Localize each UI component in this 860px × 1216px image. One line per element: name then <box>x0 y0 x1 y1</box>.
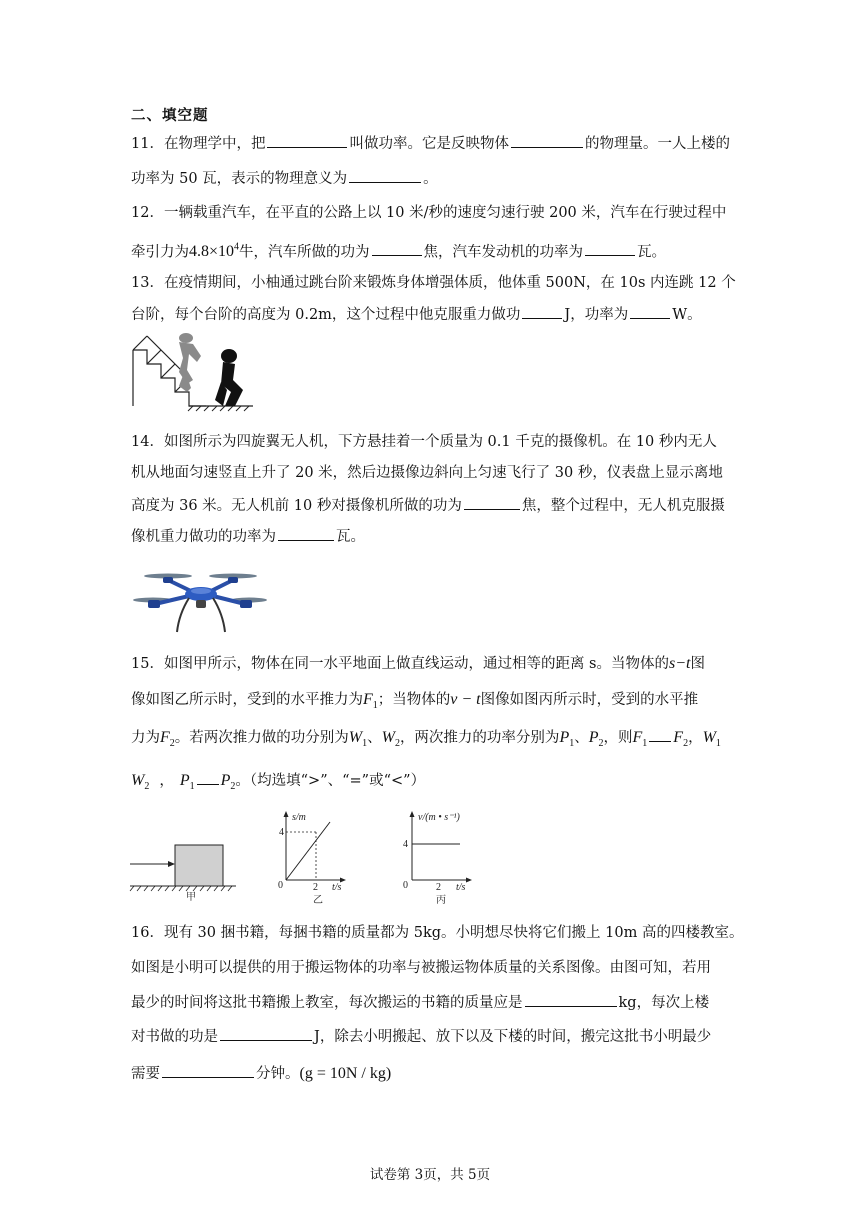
q16-line5 <box>131 1063 391 1084</box>
F2-symbol: $F_2$ <box>673 729 689 750</box>
q14-line4 <box>131 526 365 547</box>
t-axis-label: t/s <box>332 882 342 893</box>
q12-text: 牛，汽车所做的功为 <box>239 244 370 261</box>
force-value: $4.8\times 10^4$ <box>189 242 240 261</box>
q14-text: 瓦。 <box>336 529 365 545</box>
q16-text: J，除去小明搬起、放下以及下楼的时间，搬完这批书小明最少 <box>314 1029 712 1045</box>
q15-text: ；当物体的 <box>377 692 451 708</box>
answer-blank[interactable] <box>349 168 421 183</box>
q14-line2: 机从地面匀速竖直上升了 20 米，然后边摄像边斜向上匀速飞行了 30 秒，仪表盘上显示离地 <box>131 465 723 481</box>
P1-symbol: $P_1$ <box>559 729 575 750</box>
tick-0: 0 <box>403 880 408 891</box>
q15-text: 力为 <box>131 730 160 746</box>
answer-blank[interactable] <box>511 133 583 148</box>
page-footer: 试卷第 3页，共 5页 <box>369 1167 491 1183</box>
q11-text: 。 <box>423 171 438 187</box>
q14-text: 像机重力做功的功率为 <box>131 529 276 545</box>
fig-label-yi: 乙 <box>313 895 323 906</box>
q16-text: 分钟。 <box>256 1066 300 1082</box>
q12-text: 牵引力为 <box>131 244 189 261</box>
t-axis-label: t/s <box>456 882 466 893</box>
q16-line3 <box>131 992 709 1013</box>
q15-text: 15．如图甲所示，物体在同一水平地面上做直线运动，通过相等的距离 s。当物体的 <box>131 656 669 672</box>
drone-figure <box>133 568 268 634</box>
q15-text: ，则 <box>603 730 633 746</box>
W2-symbol: $W_2$ <box>131 772 150 793</box>
q15-line1 <box>131 654 705 674</box>
q16-line1: 16．现有 30 捆书籍，每捆书籍的质量都为 5kg。小明想尽快将它们搬上 10m 高的四楼教室。 <box>131 925 744 941</box>
q15-text: 。若两次推力做的功分别为 <box>174 730 349 746</box>
q12-text: 焦，汽车发动机的功率为 <box>423 244 584 261</box>
answer-blank[interactable] <box>267 133 347 148</box>
tick-0: 0 <box>278 880 283 891</box>
tick-4: 4 <box>279 827 284 838</box>
q11-text: 功率为 50 瓦，表示的物理意义为 <box>131 171 348 187</box>
F2-symbol: $F_2$ <box>160 729 175 750</box>
answer-blank[interactable] <box>585 241 635 256</box>
q15-text: 图 <box>690 656 705 672</box>
tick-2: 2 <box>313 882 318 893</box>
answer-blank[interactable] <box>220 1026 312 1041</box>
q16-line4 <box>131 1026 711 1047</box>
q11-line1 <box>131 133 730 154</box>
figure-jia <box>128 840 238 902</box>
W1-symbol: $W_1$ <box>348 729 368 750</box>
answer-blank[interactable] <box>162 1063 254 1078</box>
q14-line3 <box>131 495 725 516</box>
q15-text: ，两次推力的功率分别为 <box>399 730 560 746</box>
q11-text: 11．在物理学中，把 <box>131 136 266 152</box>
F1-symbol: $F_1$ <box>632 729 648 750</box>
P2-symbol: $P_2$ <box>588 729 604 750</box>
q13-line1: 13．在疫情期间，小柚通过跳台阶来锻炼身体增强体质，他体重 500N，在 10s 内连跳 12 个 <box>131 275 736 291</box>
q15-text: 像如图乙所示时，受到的水平推力为 <box>131 692 363 708</box>
q11-text: 叫做功率。它是反映物体 <box>349 136 509 152</box>
figure-bing-vt-graph <box>398 808 498 906</box>
figure-yi-st-graph <box>276 808 356 906</box>
answer-blank[interactable] <box>464 495 520 510</box>
q11-line2 <box>131 168 438 189</box>
answer-blank[interactable] <box>522 304 562 319</box>
q14-text: 焦，整个过程中，无人机克服摄 <box>521 498 725 514</box>
q15-line2 <box>131 690 698 716</box>
fig-label-bing: 丙 <box>436 895 446 906</box>
q13-line2 <box>131 304 702 325</box>
q11-text: 的物理量。一人上楼的 <box>584 136 730 152</box>
q13-text: J，功率为 <box>564 307 629 323</box>
stairs-jump-figure <box>131 330 256 412</box>
q15-text: 。（均选填“>”、“=”或“<”） <box>235 773 426 789</box>
st-symbol: s−t <box>669 655 691 672</box>
P2-symbol: $P_2$ <box>220 772 236 793</box>
q14-line1: 14．如图所示为四旋翼无人机，下方悬挂着一个质量为 0.1 千克的摄像机。在 10 秒内无人 <box>131 434 717 450</box>
answer-blank[interactable] <box>630 304 670 319</box>
W2-symbol: $W_2$ <box>381 729 400 750</box>
q16-text: 需要 <box>131 1066 160 1082</box>
answer-blank[interactable] <box>197 770 219 785</box>
q13-text: 台阶，每个台阶的高度为 0.2m，这个过程中他克服重力做功 <box>131 307 521 323</box>
answer-blank[interactable] <box>649 727 671 742</box>
q16-text: kg，每次上楼 <box>618 995 710 1011</box>
fig-label-jia: 甲 <box>186 892 196 903</box>
gravity-note: (g = 10N / kg) <box>299 1065 392 1082</box>
vt-symbol: v − t <box>450 691 481 708</box>
q16-line2: 如图是小明可以提供的用于搬运物体的功率与被搬运物体质量的关系图像。由图可知，若用 <box>131 960 711 976</box>
q15-text: 图像如图丙所示时，受到的水平推 <box>480 692 699 708</box>
tick-2: 2 <box>436 882 441 893</box>
q16-text: 对书做的功是 <box>131 1029 218 1045</box>
q12-line1: 12．一辆载重汽车，在平直的公路上以 10 米/秒的速度匀速行驶 200 米，汽车在行驶过程中 <box>131 205 727 221</box>
q14-text: 高度为 36 米。无人机前 10 秒对摄像机所做的功为 <box>131 498 462 514</box>
P1-symbol: $P_1$ <box>179 772 195 793</box>
s-axis-label: s/m <box>292 812 306 823</box>
tick-4: 4 <box>403 839 408 850</box>
F1-symbol: $F_1$ <box>363 691 378 712</box>
answer-blank[interactable] <box>525 992 617 1007</box>
answer-blank[interactable] <box>278 526 334 541</box>
q13-text: W。 <box>672 307 702 323</box>
q15-line4: $W_2$ ， $P_1$ $P_2$。（均选填“>”、“=”或“<”） <box>131 772 426 793</box>
q16-text: 最少的时间将这批书籍搬上教室，每次搬运的书籍的质量应是 <box>131 995 523 1011</box>
v-axis-label: v/(m • s⁻¹) <box>418 812 460 823</box>
section-title: 二、填空题 <box>131 108 209 124</box>
q12-text: 瓦。 <box>637 244 667 261</box>
W1-symbol: $W_1$ <box>702 729 721 750</box>
answer-blank[interactable] <box>372 241 422 256</box>
q15-line3: 力为$F_2$。若两次推力做的功分别为$W_1$、$W_2$，两次推力的功率分别为$P_1$、$P_2$，则$F_1$ $F_2$，$W_1$ <box>131 729 721 750</box>
q12-line2 <box>131 238 666 262</box>
